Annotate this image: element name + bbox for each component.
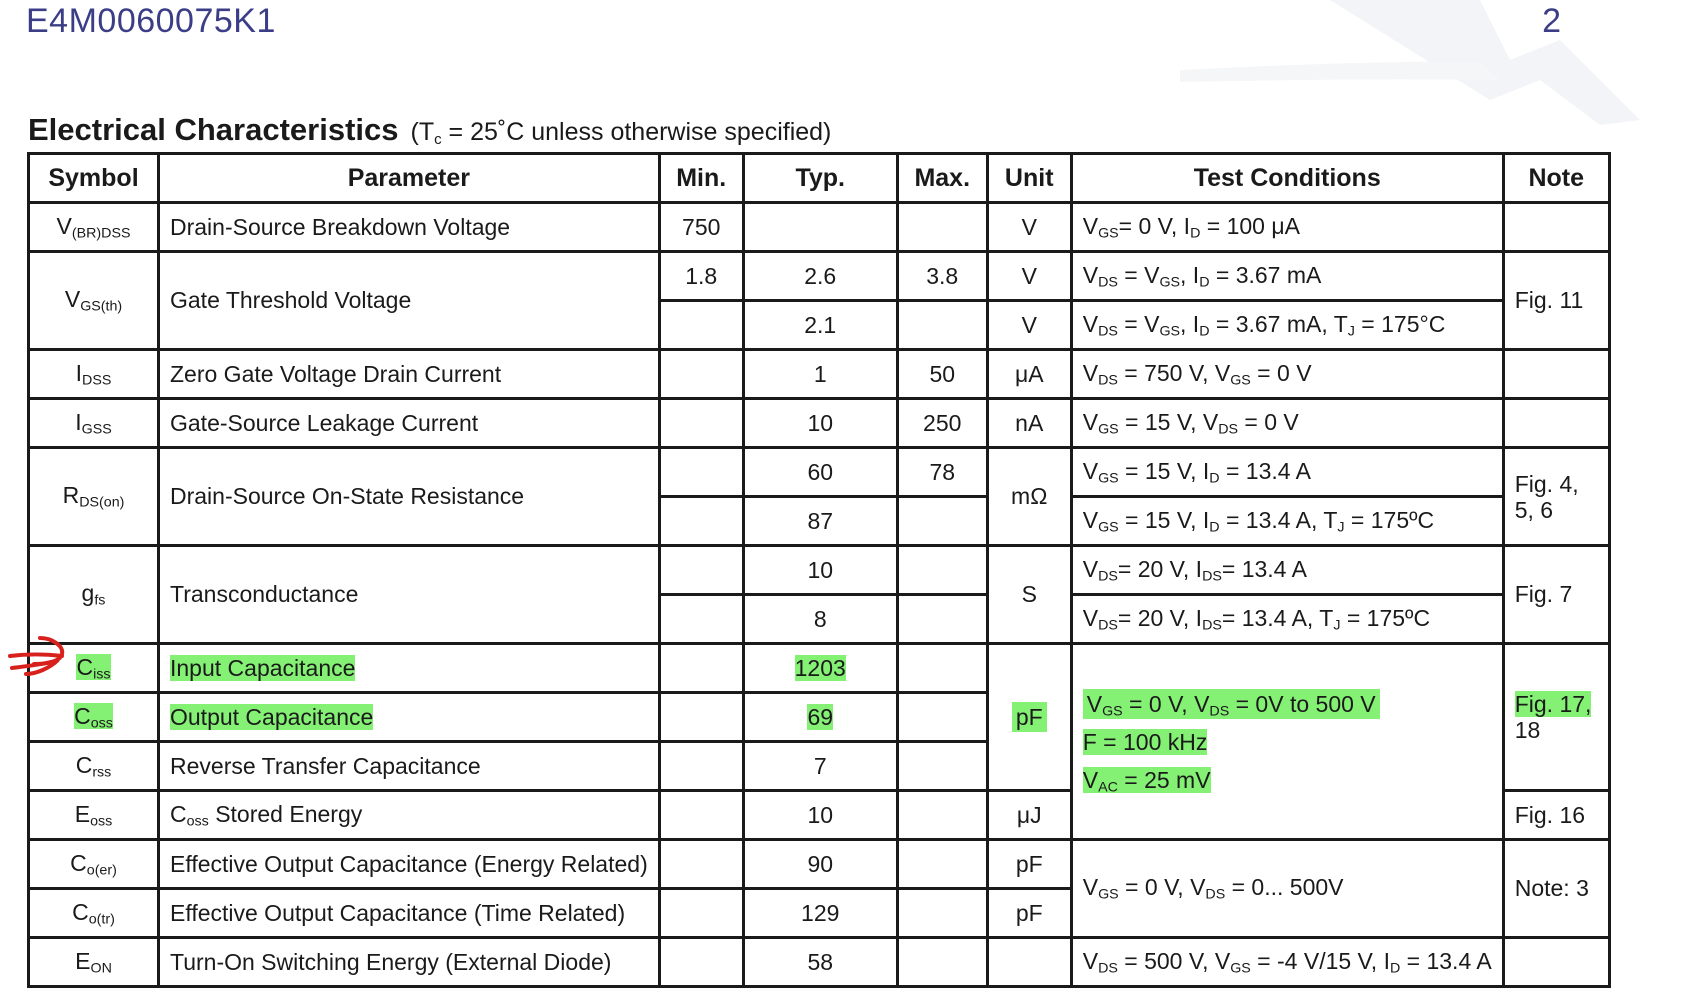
table-row xyxy=(29,399,1610,448)
max-cell xyxy=(897,889,987,938)
max-cell xyxy=(897,301,987,350)
max-cell: 50 xyxy=(897,350,987,399)
max-cell xyxy=(897,497,987,546)
header-symbol: Symbol xyxy=(29,154,159,203)
part-number: E4M0060075K1 xyxy=(26,2,276,40)
header-test-conditions: Test Conditions xyxy=(1071,154,1503,203)
typ-cell: 69 xyxy=(743,693,897,742)
typ-cell: 1203 xyxy=(743,644,897,693)
parameter-cell: Turn-On Switching Energy (External Diode) xyxy=(159,938,660,987)
typ-cell: 1 xyxy=(743,350,897,399)
max-cell xyxy=(897,791,987,840)
unit-cell: nA xyxy=(987,399,1071,448)
logo-watermark-icon xyxy=(1180,0,1640,130)
max-cell: 250 xyxy=(897,399,987,448)
note-cell: Fig. 16 xyxy=(1503,791,1609,840)
min-cell xyxy=(659,840,743,889)
test-condition-cell: $V_{GS} = 15$ V, $I_D = 13.4$ A xyxy=(1071,448,1503,497)
test-condition-cell: $V_{GS} = 15$ V, $I_D = 13.4$ A, $T_J$ = 175ºC xyxy=(1071,497,1503,546)
min-cell: 750 xyxy=(659,203,743,252)
typ-cell: 7 xyxy=(743,742,897,791)
symbol-cell: $I_{DSS}$ xyxy=(29,350,159,399)
max-cell xyxy=(897,742,987,791)
test-condition-cell: $V_{DS} = V_{GS}$, $I_D = 3.67$ mA xyxy=(1071,252,1503,301)
max-cell xyxy=(897,693,987,742)
test-condition-cell: $V_{GS} = 0$ V, $V_{DS} = 0$... 500V xyxy=(1071,840,1503,938)
unit-cell: S xyxy=(987,546,1071,644)
unit-cell: V xyxy=(987,301,1071,350)
min-cell xyxy=(659,889,743,938)
note-cell: Fig. 11 xyxy=(1503,252,1609,350)
max-cell xyxy=(897,840,987,889)
min-cell xyxy=(659,350,743,399)
page-number: 2 xyxy=(1542,2,1561,40)
parameter-cell: Input Capacitance xyxy=(159,644,660,693)
section-condition: ($T_c$ = 25˚C unless otherwise specified) xyxy=(410,118,832,148)
section-title: Electrical Characteristics xyxy=(28,112,399,147)
parameter-cell: Transconductance xyxy=(159,546,660,644)
section-heading xyxy=(28,112,831,148)
unit-cell: mΩ xyxy=(987,448,1071,546)
min-cell xyxy=(659,595,743,644)
parameter-cell: Gate-Source Leakage Current xyxy=(159,399,660,448)
parameter-cell: Reverse Transfer Capacitance xyxy=(159,742,660,791)
table-row xyxy=(29,546,1610,595)
symbol-cell: $I_{GSS}$ xyxy=(29,399,159,448)
min-cell xyxy=(659,301,743,350)
unit-cell: pF xyxy=(987,889,1071,938)
min-cell xyxy=(659,644,743,693)
max-cell xyxy=(897,595,987,644)
unit-cell: pF xyxy=(987,840,1071,889)
test-condition-cell: $V_{GS} = 15$ V, $V_{DS} = 0$ V xyxy=(1071,399,1503,448)
max-cell xyxy=(897,938,987,987)
symbol-cell: $E_{ON}$ xyxy=(29,938,159,987)
note-cell xyxy=(1503,203,1609,252)
header-max: Max. xyxy=(897,154,987,203)
typ-cell: 87 xyxy=(743,497,897,546)
typ-cell: 10 xyxy=(743,791,897,840)
unit-cell: V xyxy=(987,203,1071,252)
parameter-cell: Drain-Source Breakdown Voltage xyxy=(159,203,660,252)
header-min: Min. xyxy=(659,154,743,203)
typ-cell: 2.6 xyxy=(743,252,897,301)
note-cell: Fig. 4, 5, 6 xyxy=(1503,448,1609,546)
header-parameter: Parameter xyxy=(159,154,660,203)
parameter-cell: Drain-Source On-State Resistance xyxy=(159,448,660,546)
note-cell: Fig. 7 xyxy=(1503,546,1609,644)
min-cell: 1.8 xyxy=(659,252,743,301)
min-cell xyxy=(659,938,743,987)
table-row xyxy=(29,448,1610,497)
parameter-cell: Zero Gate Voltage Drain Current xyxy=(159,350,660,399)
symbol-cell: $C_{o(tr)}$ xyxy=(29,889,159,938)
unit-cell: μA xyxy=(987,350,1071,399)
parameter-cell: $C_{oss}$ Stored Energy xyxy=(159,791,660,840)
min-cell xyxy=(659,546,743,595)
table-row xyxy=(29,252,1610,301)
symbol-cell: $R_{DS(on)}$ xyxy=(29,448,159,546)
test-condition-cell: $V_{GS}= 0$ V, $I_D = 100$ μA xyxy=(1071,203,1503,252)
table-row xyxy=(29,350,1610,399)
table-header-row xyxy=(29,154,1610,203)
note-cell xyxy=(1503,938,1609,987)
test-condition-cell: $V_{DS}= 20$ V, $I_{DS}= 13.4$ A, $T_J$ = 175ºC xyxy=(1071,595,1503,644)
header-typ: Typ. xyxy=(743,154,897,203)
header-note: Note xyxy=(1503,154,1609,203)
parameter-cell: Effective Output Capacitance (Energy Related) xyxy=(159,840,660,889)
unit-cell: pF xyxy=(987,644,1071,791)
note-cell: Fig. 17, 18 xyxy=(1503,644,1609,791)
typ-cell: 10 xyxy=(743,399,897,448)
typ-cell: 2.1 xyxy=(743,301,897,350)
parameter-cell: Effective Output Capacitance (Time Related) xyxy=(159,889,660,938)
unit-cell: μJ xyxy=(987,791,1071,840)
parameter-cell: Gate Threshold Voltage xyxy=(159,252,660,350)
test-condition-cell: $V_{DS} = V_{GS}$, $I_D = 3.67$ mA, $T_J = 175^\circ C$ xyxy=(1071,301,1503,350)
min-cell xyxy=(659,448,743,497)
test-condition-cell: $V_{DS}= 20$ V, $I_{DS}= 13.4$ A xyxy=(1071,546,1503,595)
table-row xyxy=(29,840,1610,889)
test-condition-cell: $V_{DS} = 750$ V, $V_{GS} = 0$ V xyxy=(1071,350,1503,399)
typ-cell xyxy=(743,203,897,252)
symbol-cell: $C_{iss}$ xyxy=(29,644,159,693)
table-row xyxy=(29,938,1610,987)
test-condition-cell: $V_{GS} = 0$ V, $V_{DS} = 0V$ to 500 V F = 100 kHz $V_{AC} = 25$ mV xyxy=(1071,644,1503,840)
symbol-cell: $g_{fs}$ xyxy=(29,546,159,644)
typ-cell: 58 xyxy=(743,938,897,987)
symbol-cell: $C_{o(er)}$ xyxy=(29,840,159,889)
typ-cell: 90 xyxy=(743,840,897,889)
min-cell xyxy=(659,497,743,546)
table-row xyxy=(29,644,1610,693)
red-arrow-annotation-icon xyxy=(6,632,68,684)
note-cell xyxy=(1503,399,1609,448)
min-cell xyxy=(659,399,743,448)
electrical-characteristics-table xyxy=(27,152,1611,988)
typ-cell: 129 xyxy=(743,889,897,938)
max-cell xyxy=(897,203,987,252)
note-cell xyxy=(1503,350,1609,399)
symbol-cell: $V_{(BR)DSS}$ xyxy=(29,203,159,252)
min-cell xyxy=(659,791,743,840)
symbol-cell: $C_{rss}$ xyxy=(29,742,159,791)
parameter-cell: Output Capacitance xyxy=(159,693,660,742)
max-cell: 78 xyxy=(897,448,987,497)
symbol-cell: $V_{GS(th)}$ xyxy=(29,252,159,350)
min-cell xyxy=(659,742,743,791)
symbol-cell: $E_{oss}$ xyxy=(29,791,159,840)
test-condition-cell: $V_{DS} = 500$ V, $V_{GS} = -4$ V/15 V, $I_D = 13.4$ A xyxy=(1071,938,1503,987)
min-cell xyxy=(659,693,743,742)
typ-cell: 10 xyxy=(743,546,897,595)
max-cell: 3.8 xyxy=(897,252,987,301)
note-cell: Note: 3 xyxy=(1503,840,1609,938)
unit-cell: V xyxy=(987,252,1071,301)
unit-cell xyxy=(987,938,1071,987)
max-cell xyxy=(897,644,987,693)
table-row xyxy=(29,203,1610,252)
typ-cell: 8 xyxy=(743,595,897,644)
header-unit: Unit xyxy=(987,154,1071,203)
max-cell xyxy=(897,546,987,595)
symbol-cell: $C_{oss}$ xyxy=(29,693,159,742)
typ-cell: 60 xyxy=(743,448,897,497)
